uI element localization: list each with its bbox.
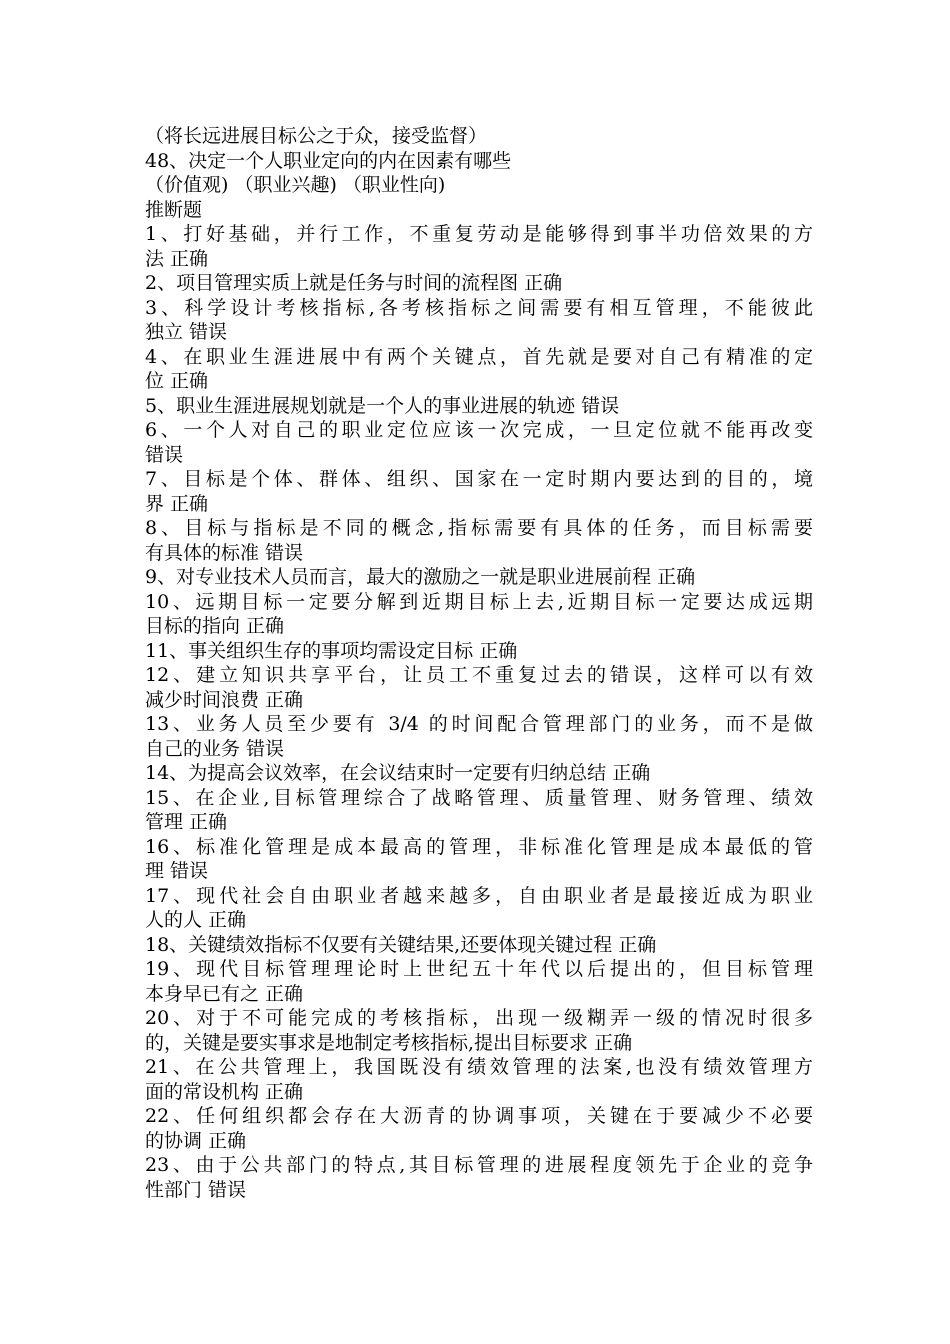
item-10-line-2: 目标的指向 正确 <box>145 615 285 637</box>
item-8-line-2: 有具体的标准 错误 <box>145 541 304 564</box>
item-1-line-2: 法 正确 <box>145 247 209 270</box>
item-16-line-2: 理 错误 <box>145 860 209 882</box>
item-6-line-2: 错误 <box>145 443 184 466</box>
item-13-line-2: 自己的业务 错误 <box>145 737 285 760</box>
item-3-line-2: 独立 错误 <box>145 321 228 343</box>
item-3-line-1: 3、科学设计考核指标,各考核指标之间需要有相互管理，不能彼此 <box>145 296 813 319</box>
item-2: 2、项目管理实质上就是任务与时间的流程图 正确 <box>145 272 563 294</box>
item-15-line-2: 管理 正确 <box>145 811 228 833</box>
item-22-line-2: 的协调 正确 <box>145 1129 247 1152</box>
item-16-line-1: 16、标准化管理是成本最高的管理，非标准化管理是成本最低的管 <box>145 835 813 858</box>
item-9: 9、对专业技术人员而言，最大的激励之一就是职业进展前程 正确 <box>145 566 696 588</box>
item-17-line-1: 17、现代社会自由职业者越来越多，自由职业者是最接近成为职业 <box>145 884 813 907</box>
item-19-line-1: 19、现代目标管理理论时上世纪五十年代以后提出的，但目标管理 <box>145 958 813 980</box>
item-19-line-2: 本身早已有之 正确 <box>145 982 304 1005</box>
item-10-line-1: 10、远期目标一定要分解到近期目标上去,近期目标一定要达成远期 <box>145 590 813 613</box>
item-8-line-1: 8、目标与指标是不同的概念,指标需要有具体的任务，而目标需要 <box>145 517 813 539</box>
item-21-line-2: 面的常设机构 正确 <box>145 1080 304 1103</box>
text-line: （将长远进展目标公之于众，接受监督） <box>145 125 488 147</box>
item-7-line-1: 7、目标是个体、群体、组织、国家在一定时期内要达到的目的，境 <box>145 468 813 490</box>
item-21-line-1: 21、在公共管理上，我国既没有绩效管理的法案,也没有绩效管理方 <box>145 1056 813 1078</box>
item-22-line-1: 22、任何组织都会存在大沥青的协调事项，关键在于要减少不必要 <box>145 1105 813 1127</box>
answer-48: （价值观) （职业兴趣) （职业性向) <box>145 174 446 196</box>
item-14: 14、为提高会议效率，在会议结束时一定要有归纳总结 正确 <box>145 762 651 784</box>
item-18: 18、关键绩效指标不仅要有关键结果,还要体现关键过程 正确 <box>145 933 657 956</box>
item-15-line-1: 15、在企业,目标管理综合了战略管理、质量管理、财务管理、绩效 <box>145 786 813 809</box>
item-20-line-2: 的，关键是要实事求是地制定考核指标,提出目标要求 正确 <box>145 1031 633 1054</box>
item-4-line-1: 4、在职业生涯进展中有两个关键点，首先就是要对自己有精准的定 <box>145 345 813 368</box>
item-6-line-1: 6、一个人对自己的职业定位应该一次完成，一旦定位就不能再改变 <box>145 419 813 441</box>
item-23-line-2: 性部门 错误 <box>145 1178 247 1201</box>
document-body <box>145 124 813 1202</box>
item-11: 11、事关组织生存的事项均需设定目标 正确 <box>145 639 518 662</box>
item-20-line-1: 20、对于不可能完成的考核指标，出现一级糊弄一级的情况时很多 <box>145 1007 813 1029</box>
item-13-line-1: 13、业务人员至少要有 3/4 的时间配合管理部门的业务，而不是做 <box>145 713 813 735</box>
item-12-line-2: 减少时间浪费 正确 <box>145 688 304 711</box>
item-4-line-2: 位 正确 <box>145 370 209 392</box>
section-heading: 推断题 <box>145 198 203 221</box>
item-5: 5、职业生涯进展规划就是一个人的事业进展的轨迹 错误 <box>145 394 620 417</box>
item-12-line-1: 12、建立知识共享平台，让员工不重复过去的错误，这样可以有效 <box>145 664 813 686</box>
question-48: 48、决定一个人职业定向的内在因素有哪些 <box>145 149 512 172</box>
item-17-line-2: 人的人 正确 <box>145 909 247 931</box>
item-1-line-1: 1、打好基础，并行工作，不重复劳动是能够得到事半功倍效果的方 <box>145 223 813 245</box>
item-7-line-2: 界 正确 <box>145 492 209 515</box>
item-23-line-1: 23、由于公共部门的特点,其目标管理的进展程度领先于企业的竞争 <box>145 1154 813 1176</box>
